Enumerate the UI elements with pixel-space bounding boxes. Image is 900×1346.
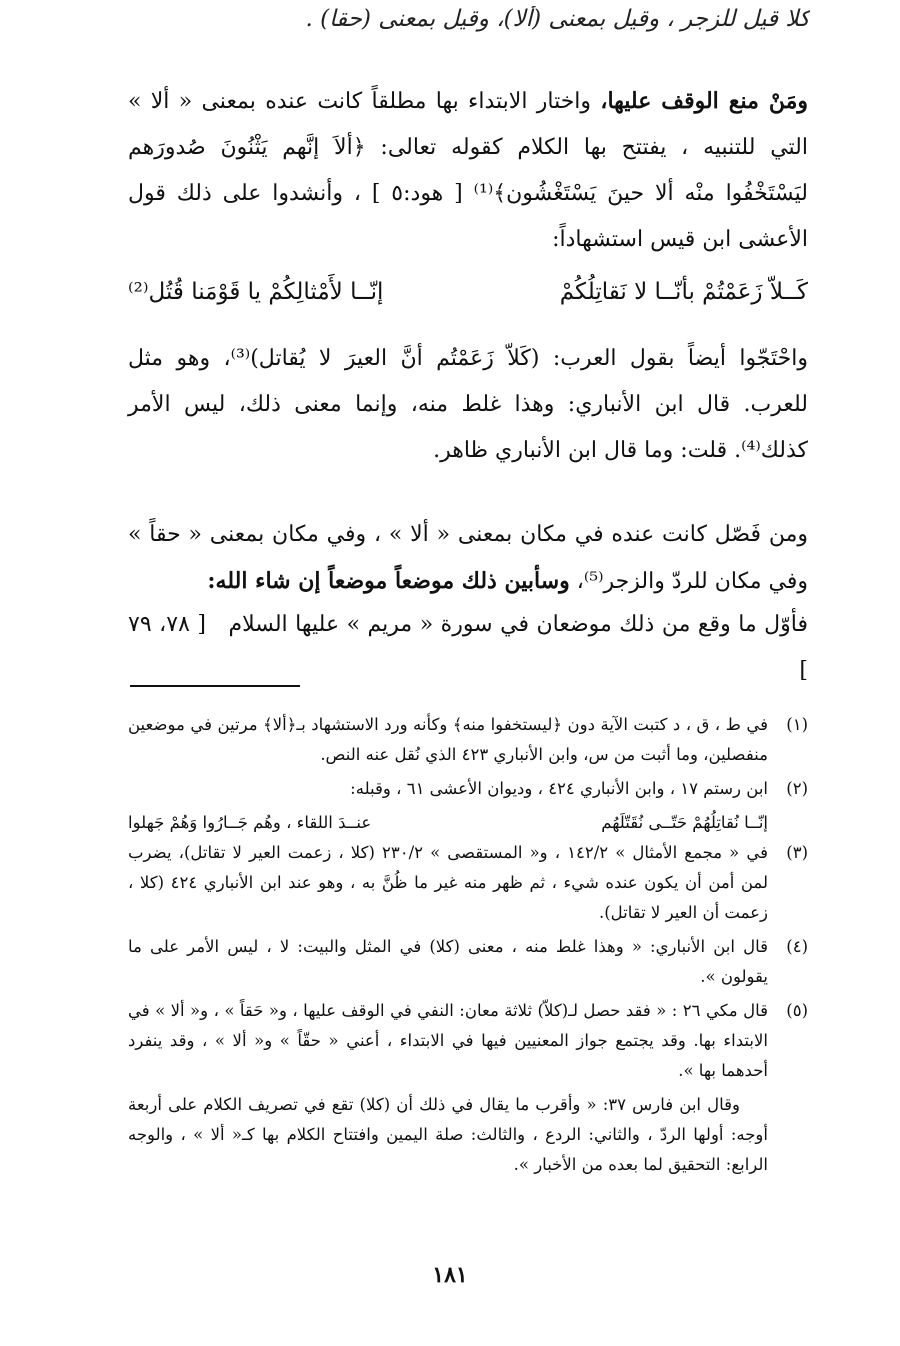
footnote-separator [130,685,300,687]
footnote-number: (٣) [786,843,808,862]
footnote-text: ابن رستم ١٧ ، وابن الأنباري ٤٢٤ ، وديوان الأعشى ٦١ ، وقبله: [350,779,768,798]
paragraph-3 [128,512,808,602]
footnote-5 [128,996,808,1086]
footnote-number: (٢) [786,779,808,798]
footnote-text: قال ابن الأنباري: « وهذا غلط منه ، معنى (كلا) في المثل والبيت: لا ، ليس الأمر على ما يقولون ». [128,937,768,986]
paragraph-2: واحْتَجّوا أيضاً بقول العرب: (كَلاّ زَعَمْتُم أنَّ العيرَ لا يُقاتل)⁽³⁾، وهو مثل للعرب. قال ابن الأنباري: وهذا غلط منه، وإنما معنى ذلك، ليس الأمر كذلك⁽⁴⁾. قلت: وما قال ابن الأنباري ظاهر. [128,346,808,463]
handwritten-note: كلا قيل للزجر ، وقيل بمعنى (ألا)، وقيل بمعنى (حقا) . [305,6,810,32]
paragraph-4 [128,602,809,683]
poem-left-hemistich: عنــدَ اللقاء ، وهُم جَــارُوا وَهُمْ جَهلوا [128,813,372,832]
paragraph-1-text: واختار الابتداء بها مطلقاً كانت عنده بمعنى « ألا » التي للتنبيه ، يفتتح بها الكلام كقوله تعالى: ﴿ألاَ إنَّهم يَثْنُونَ صُدورَهم ليَسْتَخْفُوا منْه ألا حينَ يَسْتَغْشُون﴾⁽¹⁾ [ هود:٥ ] ، وأنشدوا على ذلك قول الأعشى ابن قيس استشهاداً: [128,89,808,252]
paragraph-1 [128,78,808,268]
page-number: ١٨١ [432,1262,468,1288]
footnote-1 [128,710,808,770]
footnote-5-continuation: وقال ابن فارس ٣٧: « وأقرب ما يقال في ذلك أن (كلا) تقع في تصريف الكلام على أربعة أوجه: أولها الردّ ، والثاني: الردع ، والثالث: صلة اليمين وافتتاح الكلام بها كـ« ألا » ، والوجه الرابع: التحقيق لما بعده من الأخبار ». [128,1095,768,1174]
footnote-text: في « مجمع الأمثال » ١٤٢/٢ ، و« المستقصى » ٢٣٠/٢ (كلا ، زعمت العير لا تقاتل)، يضرب لمن أمن أن يكون عنده شيء ، ثم ظهر منه غير ما ظُنَّ به ، وهو عند ابن الأنباري ٤٢٤ (كلا ، زعمت أن العير لا تقاتل). [128,843,768,922]
footnote-2-poem [128,808,768,838]
footnote-2 [128,774,808,804]
verse-right-hemistich: كَــلاّ زَعَمْتُمْ بأنّــا لا نَقاتِلُكُمْ [559,279,808,305]
paragraph-1-bold: ومَنْ منع الوقف عليها، [600,88,808,114]
footnote-number: (٥) [786,1001,808,1020]
footnote-text: قال مكي ٢٦ : « فقد حصل لـ(كلاّ) ثلاثة معان: النفي في الوقف عليها ، و« حَقاً » ، و« ألا » في الابتداء بها. وقد يجتمع جواز المعنيين فيها في الابتداء ، أعني « حقّاً » و« ألا » ، وقد ينفرد أحدهما بها ». [128,1001,768,1080]
footnotes [128,710,808,1180]
verse-left-hemistich: إنّــا لأَمْثالِكُمْ يا قَوْمَنا قُتُل⁽²⁾ [128,279,384,305]
paragraph-3-bold: وسأبين ذلك موضعاً موضعاً إن شاء الله: [207,568,570,594]
verse-reference: [ ٧٨، ٧٩ ] [128,612,808,683]
footnote-number: (١) [786,715,808,734]
footnote-3 [128,838,808,928]
footnote-4 [128,932,808,992]
verse-line [128,268,808,316]
footnote-number: (٤) [786,937,808,956]
paragraph-4-text: فأوّل ما وقع من ذلك موضعان في سورة « مريم » عليها السلام [228,612,809,637]
footnote-text: في ط ، ق ، د كتبت الآية دون ﴿ليستخفوا منه﴾ وكأنه ورد الاستشهاد بـ﴿ألا﴾ مرتين في موضعين منفصلين، وما أثبت من س، وابن الأنباري ٤٢٣ الذي نُقل عنه النص. [128,715,768,764]
poem-right-hemistich: إنّــا نُقاتِلُهُمْ حَتّــى نُقَتّلَهُم [601,813,768,832]
paragraph-3-text: ومن فَصّل كانت عنده في مكان بمعنى « ألا » ، وفي مكان بمعنى « حقاً » وفي مكان للردّ والزجر⁽⁵⁾، [128,522,808,594]
